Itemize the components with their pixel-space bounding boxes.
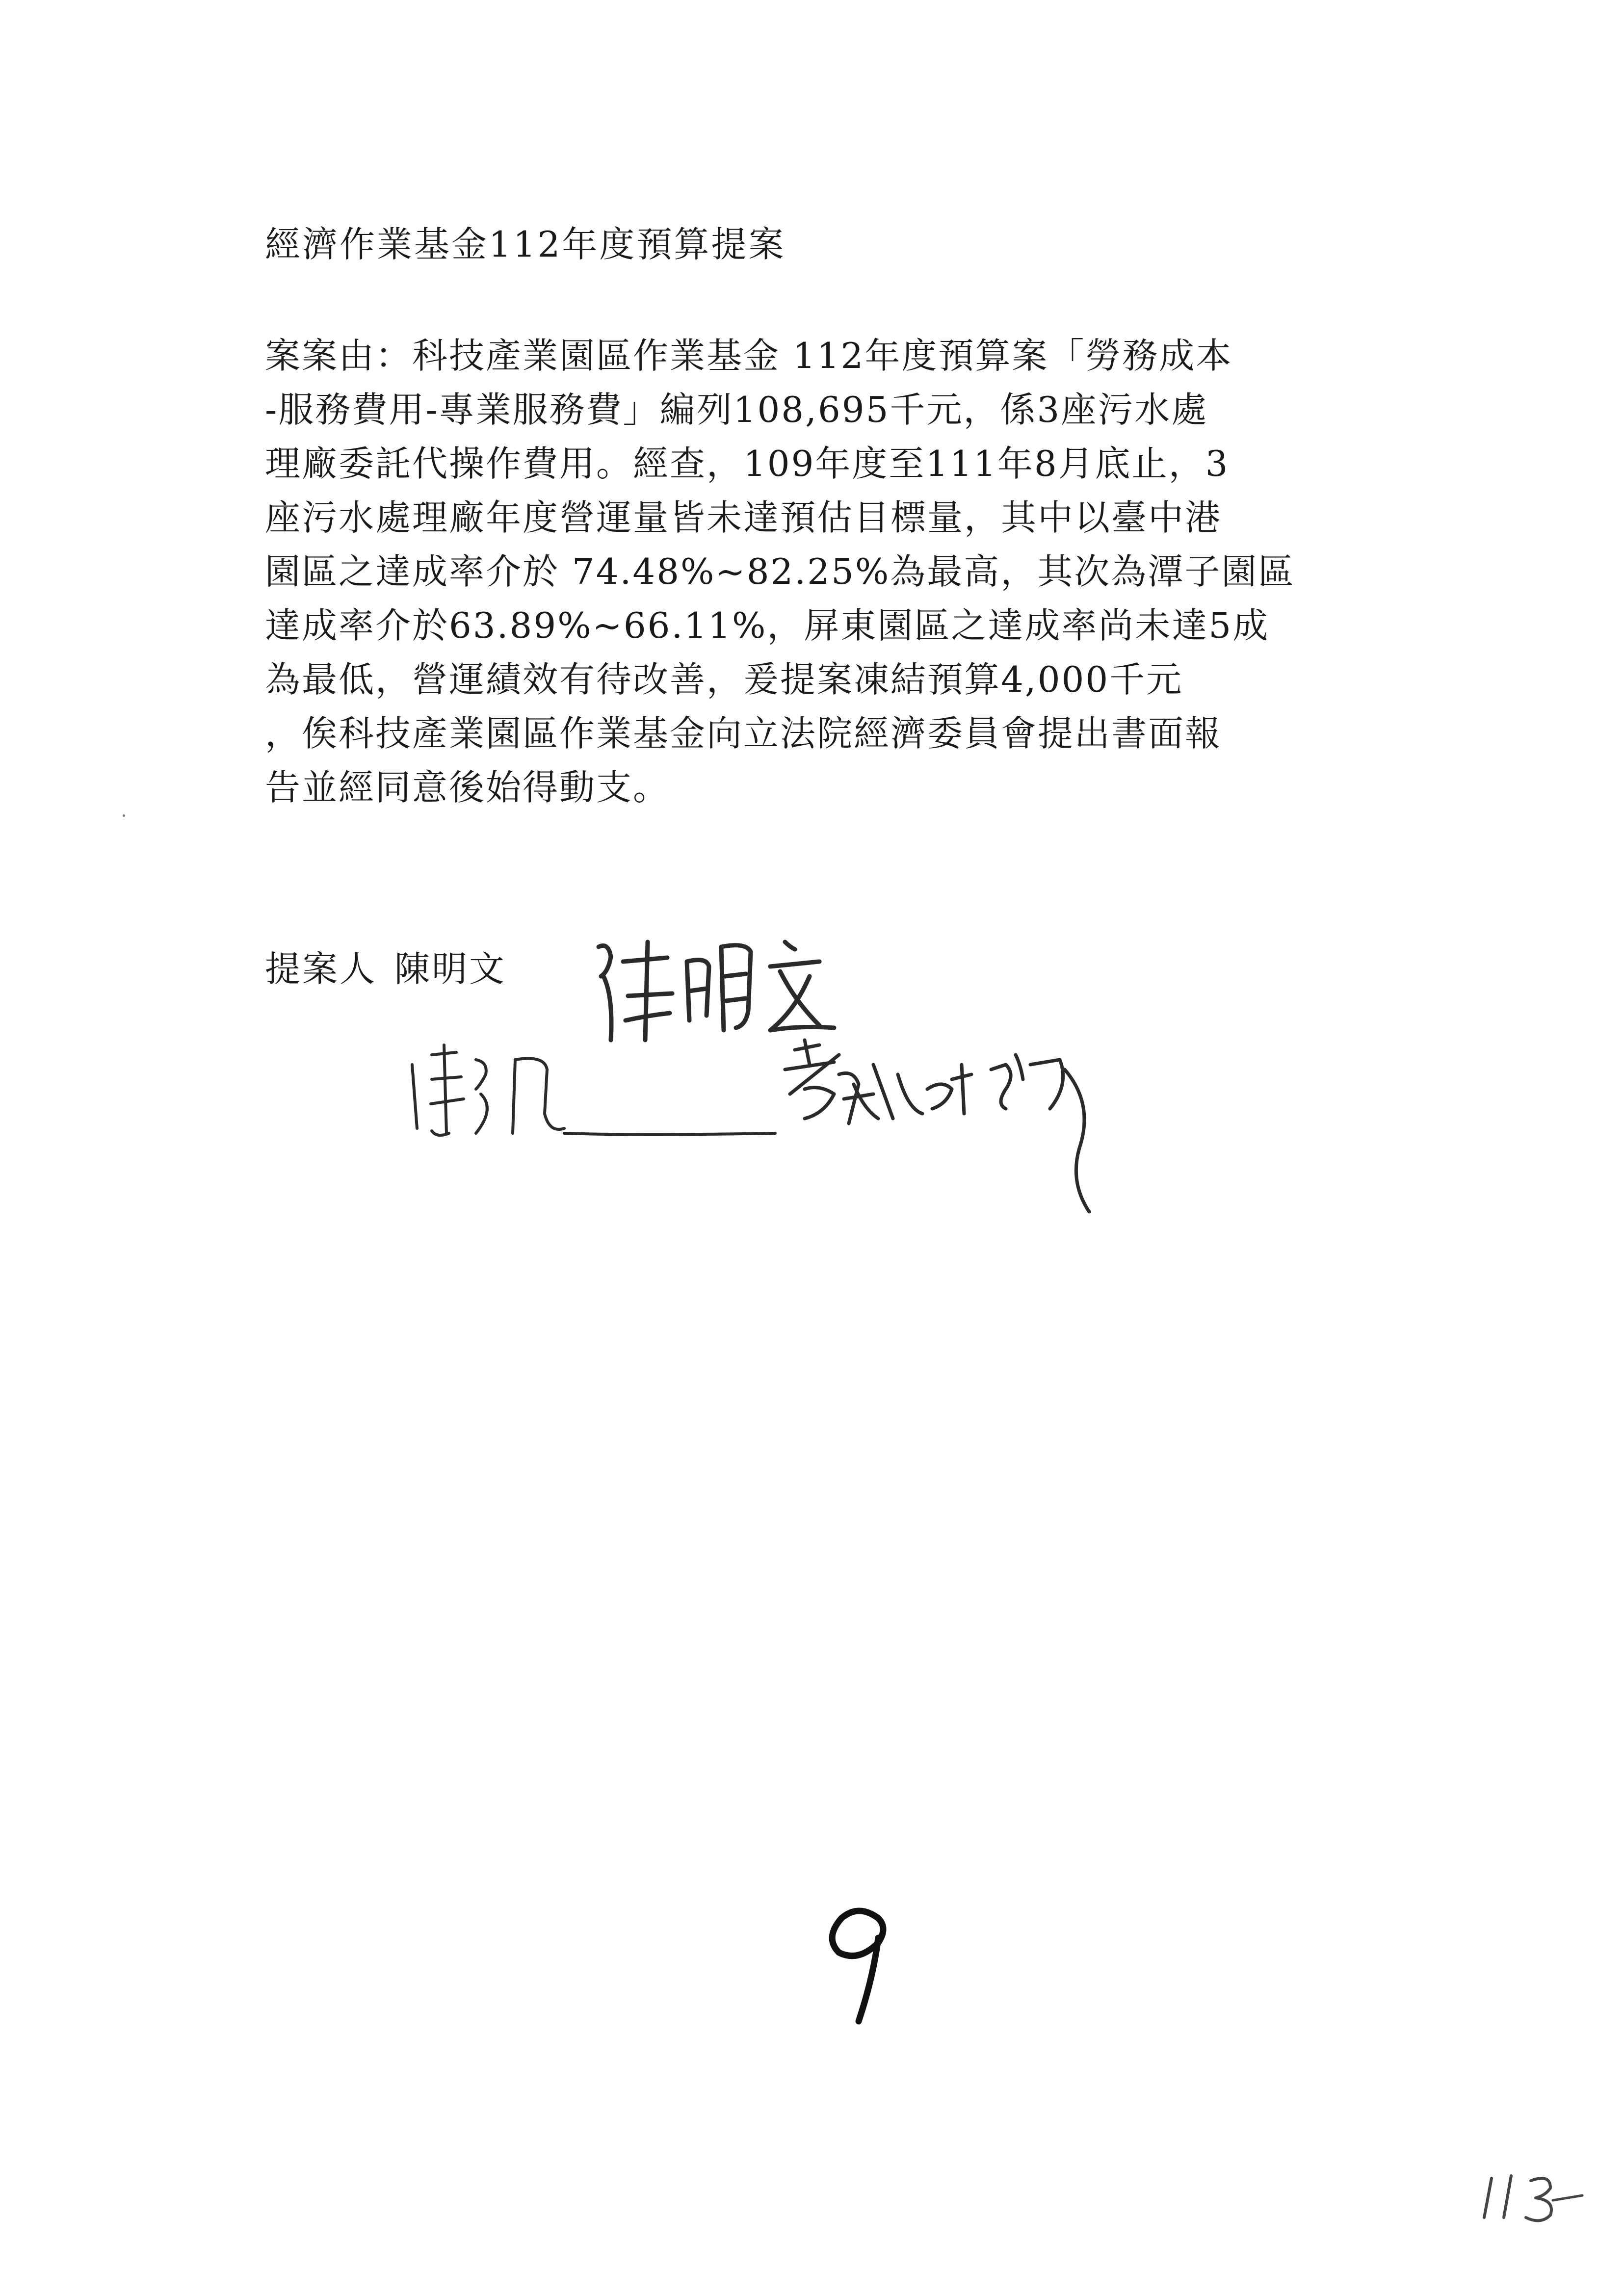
proposer-name: 陳明文: [394, 948, 507, 990]
body-line: -服務費用-專業服務費」編列108,695千元，係3座污水處: [265, 389, 1208, 430]
body-line: 為最低，營運績效有待改善，爰提案凍結預算4,000千元: [265, 659, 1183, 700]
proposal-body: [265, 329, 1413, 814]
body-line: 達成率介於63.89%~66.11%，屏東園區之達成率尚未達5成: [265, 605, 1270, 646]
body-line: 座污水處理廠年度營運量皆未達預估目標量，其中以臺中港: [265, 497, 1222, 538]
handwritten-signature-icon: [402, 1035, 795, 1153]
document-title: 經濟作業基金112年度預算提案: [265, 224, 786, 265]
scan-speck: [123, 814, 125, 817]
body-line: 園區之達成率介於 74.48%~82.25%為最高，其次為潭子園區: [265, 551, 1295, 592]
body-line: ，俟科技產業園區作業基金向立法院經濟委員會提出書面報: [265, 713, 1222, 754]
handwritten-page-number-icon: [1477, 2168, 1590, 2227]
body-line: 案案由：科技產業園區作業基金 112年度預算案「勞務成本: [265, 335, 1233, 376]
body-line: 理廠委託代操作費用。經查，109年度至111年8月底止，3: [265, 443, 1230, 484]
proposer-label: 提案人: [265, 948, 377, 990]
proposer-line: [265, 944, 506, 993]
handwritten-signature-icon: [775, 1035, 1128, 1222]
body-line: 告並經同意後始得動支。: [265, 767, 670, 808]
handwritten-page-number-icon: [805, 1899, 913, 2026]
